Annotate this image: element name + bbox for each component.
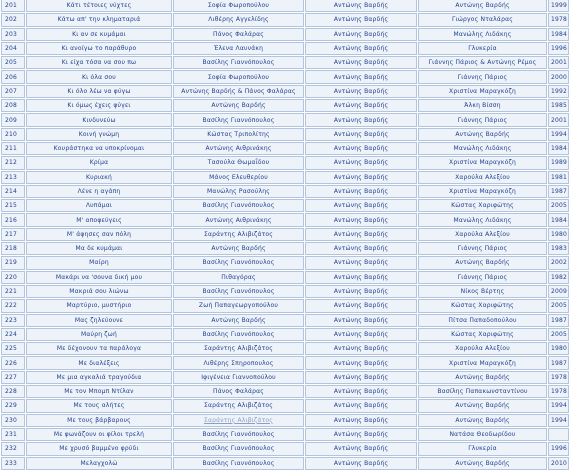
lyricist-link[interactable]: Βασίλης Γιαννόπουλος (173, 442, 304, 455)
year-cell: 2002 (548, 256, 569, 269)
lyricist-link[interactable]: Βασίλης Γιαννόπουλος (173, 113, 304, 126)
song-title-link[interactable]: Κυριακή (26, 171, 172, 184)
lyricist-link[interactable]: Σαράντης Αλιβιζάτος (173, 342, 304, 355)
songs-table-body (1, 0, 569, 470)
composer-link[interactable]: Αντώνης Βαρδής (305, 356, 417, 369)
lyricist-link[interactable]: Αντώνης Βαρδής (173, 242, 304, 255)
composer-link[interactable]: Αντώνης Βαρδής (305, 13, 417, 26)
year-cell (548, 428, 569, 441)
song-number: 222 (1, 299, 25, 312)
year-cell: 2001 (548, 113, 569, 126)
year-cell: 1999 (548, 0, 569, 12)
year-cell: 1987 (548, 356, 569, 369)
singer-link[interactable]: Γλυκερία (418, 42, 547, 55)
table-row (1, 371, 569, 384)
year-cell: 1978 (548, 371, 569, 384)
song-number: 207 (1, 85, 25, 98)
song-title-link[interactable]: Μακριά σου λιώνω (26, 285, 172, 298)
year-cell: 1984 (548, 213, 569, 226)
lyricist-link[interactable]: Μάνος Ελευθερίου (173, 171, 304, 184)
song-title-link[interactable]: Με χρυσό βαμμένο φρύδι (26, 442, 172, 455)
composer-link[interactable]: Αντώνης Βαρδής (305, 242, 417, 255)
lyricist-link[interactable]: Σαράντης Αλιβιζάτος (173, 399, 304, 412)
song-number: 227 (1, 371, 25, 384)
table-row (1, 56, 569, 69)
song-title-link[interactable]: Με δέχονουν τα παράλογα (26, 342, 172, 355)
year-cell: 1987 (548, 185, 569, 198)
song-title-link[interactable]: Μ' άφησες σαν πόλη (26, 228, 172, 241)
composer-link[interactable]: Αντώνης Βαρδής (305, 171, 417, 184)
lyricist-link[interactable]: Βασίλης Γιαννόπουλος (173, 199, 304, 212)
singer-link[interactable]: Χαρούλα Αλεξίου (418, 171, 547, 184)
composer-link[interactable]: Αντώνης Βαρδής (305, 385, 417, 398)
table-row (1, 457, 569, 470)
table-row (1, 13, 569, 26)
composer-link[interactable]: Αντώνης Βαρδής (305, 271, 417, 284)
song-number: 233 (1, 457, 25, 470)
table-row (1, 399, 569, 412)
lyricist-link[interactable]: Βασίλης Γιαννόπουλος (173, 285, 304, 298)
song-number: 210 (1, 128, 25, 141)
song-number: 201 (1, 0, 25, 12)
lyricist-link[interactable]: Σοφία Φωροπούλου (173, 70, 304, 83)
song-title-link[interactable]: Με φωνάζουν οι φίλοι τρελή (26, 428, 172, 441)
song-title-link[interactable]: Με διαλέξεις (26, 356, 172, 369)
lyricist-link[interactable]: Αντώνης Αιθρινάκης (173, 213, 304, 226)
song-title-link[interactable]: Κουράστηκα να υποκρίνομαι (26, 142, 172, 155)
lyricist-link[interactable]: Ιφιγένεια Γιαννοπούλου (173, 371, 304, 384)
lyricist-link[interactable]: Λιθέρης Αγγελίδης (173, 13, 304, 26)
song-number: 223 (1, 314, 25, 327)
singer-link[interactable]: Νατάσα Θεοδωρίδου (418, 428, 547, 441)
singer-link[interactable]: Βασίλης Παπακωνσταντίνου (418, 385, 547, 398)
lyricist-link[interactable]: Αντώνης Αιθρινάκης (173, 142, 304, 155)
year-cell: 1996 (548, 442, 569, 455)
lyricist-link[interactable]: Αντώνης Βαρδής (173, 99, 304, 112)
lyricist-link[interactable]: Βασίλης Γιαννόπουλος (173, 457, 304, 470)
table-row (1, 285, 569, 298)
singer-link[interactable]: Γιάννης Πάριος & Αντώνης Ρέμος (418, 56, 547, 69)
song-number: 232 (1, 442, 25, 455)
song-number: 209 (1, 113, 25, 126)
lyricist-link[interactable]: Ζωή Παπαγεωργοπούλου (173, 299, 304, 312)
composer-link[interactable]: Αντώνης Βαρδής (305, 185, 417, 198)
table-row (1, 271, 569, 284)
table-row (1, 299, 569, 312)
lyricist-link[interactable]: Σοφία Φωροπούλου (173, 0, 304, 12)
year-cell: 1987 (548, 314, 569, 327)
composer-link[interactable]: Αντώνης Βαρδής (305, 328, 417, 341)
composer-link[interactable]: Αντώνης Βαρδής (305, 414, 417, 427)
table-row (1, 171, 569, 184)
song-title-link[interactable]: Μα δε κυμάμαι (26, 242, 172, 255)
song-number: 208 (1, 99, 25, 112)
table-row (1, 442, 569, 455)
song-title-link[interactable]: Με τους αλήτες (26, 399, 172, 412)
song-title-link[interactable]: Με τους βάρβαρους (26, 414, 172, 427)
singer-link[interactable]: Μανώλης Λιδάκης (418, 142, 547, 155)
song-number: 204 (1, 42, 25, 55)
singer-link[interactable]: Μανώλης Λιδάκης (418, 28, 547, 41)
table-row (1, 328, 569, 341)
song-title-link[interactable]: Κι αν σε κυμάμαι (26, 28, 172, 41)
song-title-link[interactable]: Λένε η αγάπη (26, 185, 172, 198)
singer-link[interactable]: Κώστας Χαριφώτης (418, 299, 547, 312)
year-cell: 1992 (548, 85, 569, 98)
year-cell: 1984 (548, 28, 569, 41)
song-title-link[interactable]: Με τον Μπομπ Ντίλαν (26, 385, 172, 398)
singer-link[interactable]: Άλκη Βίσση (418, 99, 547, 112)
singer-link[interactable]: Χριστίνα Μαραγκόζη (418, 156, 547, 169)
composer-link[interactable]: Αντώνης Βαρδής (305, 442, 417, 455)
song-number: 219 (1, 256, 25, 269)
lyricist-link[interactable]: Σαράντης Αλιβιζάτος (173, 228, 304, 241)
lyricist-link[interactable]: Κώστας Τριπολίτης (173, 128, 304, 141)
composer-link[interactable]: Αντώνης Βαρδής (305, 342, 417, 355)
lyricist-link[interactable]: Αντώνης Βαρδής (173, 314, 304, 327)
song-number: 218 (1, 242, 25, 255)
singer-link[interactable]: Αντώνης Βαρδής (418, 414, 547, 427)
song-title-link[interactable]: Μελαγχολώ (26, 457, 172, 470)
year-cell: 1978 (548, 385, 569, 398)
singer-link[interactable]: Γιάννης Πάριος (418, 242, 547, 255)
composer-link[interactable]: Αντώνης Βαρδής (305, 0, 417, 12)
year-cell: 2005 (548, 299, 569, 312)
composer-link[interactable]: Αντώνης Βαρδής (305, 56, 417, 69)
singer-link[interactable]: Αντώνης Βαρδής (418, 128, 547, 141)
composer-link[interactable]: Αντώνης Βαρδής (305, 156, 417, 169)
table-row (1, 128, 569, 141)
singer-link[interactable]: Μανώλης Λιδάκης (418, 213, 547, 226)
year-cell: 1980 (548, 228, 569, 241)
table-row (1, 99, 569, 112)
composer-link[interactable]: Αντώνης Βαρδής (305, 128, 417, 141)
table-row (1, 242, 569, 255)
composer-link[interactable]: Αντώνης Βαρδής (305, 42, 417, 55)
singer-link[interactable]: Κώστας Χαριφώτης (418, 199, 547, 212)
table-row (1, 314, 569, 327)
year-cell: 1989 (548, 156, 569, 169)
composer-link[interactable]: Αντώνης Βαρδής (305, 457, 417, 470)
song-title-link[interactable]: Μας ζηλεύουνε (26, 314, 172, 327)
year-cell: 1981 (548, 171, 569, 184)
table-row (1, 213, 569, 226)
song-title-link[interactable]: Λυπάμαι (26, 199, 172, 212)
lyricist-link[interactable]: Βασίλης Γιαννόπουλος (173, 256, 304, 269)
table-row (1, 42, 569, 55)
year-cell: 2001 (548, 56, 569, 69)
lyricist-link[interactable]: Λιθέρης Σπηροπουλος (173, 356, 304, 369)
song-title-link[interactable]: Κι όμως έχεις φύγει (26, 99, 172, 112)
table-row (1, 356, 569, 369)
table-row (1, 414, 569, 427)
composer-link[interactable]: Αντώνης Βαρδής (305, 99, 417, 112)
singer-link[interactable]: Αντώνης Βαρδής (418, 457, 547, 470)
composer-link[interactable]: Αντώνης Βαρδής (305, 228, 417, 241)
table-row (1, 113, 569, 126)
singer-link[interactable]: Χριστίνα Μαραγκόζη (418, 356, 547, 369)
singer-link[interactable]: Γιάννης Πάριος (418, 113, 547, 126)
singer-link[interactable]: Χαρούλα Αλεξίου (418, 228, 547, 241)
singer-link[interactable]: Γιάννης Πάριος (418, 70, 547, 83)
singer-link[interactable]: Αντώνης Βαρδής (418, 0, 547, 12)
song-number: 221 (1, 285, 25, 298)
singer-link[interactable]: Αντώνης Βαρδής (418, 399, 547, 412)
lyricist-link[interactable]: Πάνος Φαλάρας (173, 28, 304, 41)
table-row (1, 256, 569, 269)
song-number: 216 (1, 213, 25, 226)
song-title-link[interactable]: Κάτω απ' την κληματαριά (26, 13, 172, 26)
song-title-link[interactable]: Κι είχα τόσα να σου πω (26, 56, 172, 69)
composer-link[interactable]: Αντώνης Βαρδής (305, 428, 417, 441)
year-cell: 1983 (548, 242, 569, 255)
song-number: 203 (1, 28, 25, 41)
song-title-link[interactable]: Κοινή γνώμη (26, 128, 172, 141)
song-number: 220 (1, 271, 25, 284)
singer-link[interactable]: Αντώνης Βαρδής (418, 256, 547, 269)
lyricist-link[interactable]: Σαράντης Αλιβιζάτος (173, 414, 304, 427)
year-cell: 2000 (548, 70, 569, 83)
singer-link[interactable]: Χριστίνα Μαραγκόζη (418, 185, 547, 198)
lyricist-link[interactable]: Μανώλης Ρασούλης (173, 185, 304, 198)
year-cell: 2005 (548, 199, 569, 212)
year-cell: 1994 (548, 399, 569, 412)
table-row (1, 0, 569, 12)
song-number: 229 (1, 399, 25, 412)
song-number: 214 (1, 185, 25, 198)
song-title-link[interactable]: Μαίρη (26, 256, 172, 269)
table-row (1, 428, 569, 441)
composer-link[interactable]: Αντώνης Βαρδής (305, 285, 417, 298)
singer-link[interactable]: Χαρούλα Αλεξίου (418, 342, 547, 355)
singer-link[interactable]: Αντώνης Βαρδής (418, 371, 547, 384)
year-cell: 1982 (548, 271, 569, 284)
year-cell: 1978 (548, 13, 569, 26)
song-title-link[interactable]: Μακάρι να 'σουνα δική μου (26, 271, 172, 284)
table-row (1, 185, 569, 198)
composer-link[interactable]: Αντώνης Βαρδής (305, 399, 417, 412)
composer-link[interactable]: Αντώνης Βαρδής (305, 299, 417, 312)
year-cell: 1984 (548, 142, 569, 155)
table-row (1, 199, 569, 212)
song-title-link[interactable]: Μαύρη ζωή (26, 328, 172, 341)
composer-link[interactable]: Αντώνης Βαρδής (305, 213, 417, 226)
singer-link[interactable]: Χριστίνα Μαραγκόζη (418, 85, 547, 98)
song-number: 226 (1, 356, 25, 369)
song-number: 202 (1, 13, 25, 26)
song-number: 228 (1, 385, 25, 398)
singer-link[interactable]: Γιάννης Πάριος (418, 271, 547, 284)
table-row (1, 85, 569, 98)
composer-link[interactable]: Αντώνης Βαρδής (305, 256, 417, 269)
table-row (1, 156, 569, 169)
composer-link[interactable]: Αντώνης Βαρδής (305, 28, 417, 41)
song-number: 224 (1, 328, 25, 341)
lyricist-link[interactable]: Τασούλα Θωμαΐδου (173, 156, 304, 169)
year-cell: 2010 (548, 457, 569, 470)
composer-link[interactable]: Αντώνης Βαρδής (305, 85, 417, 98)
singer-link[interactable]: Γλυκερία (418, 442, 547, 455)
song-number: 206 (1, 70, 25, 83)
lyricist-link[interactable]: Πιθαγόρας (173, 271, 304, 284)
song-title-link[interactable]: Κι όλο λέω να φύγω (26, 85, 172, 98)
year-cell: 1994 (548, 128, 569, 141)
song-number: 205 (1, 56, 25, 69)
song-number: 213 (1, 171, 25, 184)
composer-link[interactable]: Αντώνης Βαρδής (305, 199, 417, 212)
song-number: 230 (1, 414, 25, 427)
song-title-link[interactable]: Κρίμα (26, 156, 172, 169)
lyricist-link[interactable]: Βασίλης Γιαννόπουλος (173, 428, 304, 441)
song-title-link[interactable]: Μ' αποφεύγεις (26, 213, 172, 226)
singer-link[interactable]: Νίκος Βέρτης (418, 285, 547, 298)
table-row (1, 28, 569, 41)
year-cell: 1996 (548, 42, 569, 55)
composer-link[interactable]: Αντώνης Βαρδής (305, 113, 417, 126)
song-title-link[interactable]: Μαρτύριο, μυστήριο (26, 299, 172, 312)
lyricist-link[interactable]: Πάνος Φαλάρας (173, 385, 304, 398)
table-row (1, 142, 569, 155)
song-title-link[interactable]: Κάτι τέτοιες νύχτες (26, 0, 172, 12)
song-title-link[interactable]: Με μια αγκαλιά τραγούδια (26, 371, 172, 384)
year-cell: 1980 (548, 342, 569, 355)
lyricist-link[interactable]: Βασίλης Γιαννόπουλος (173, 328, 304, 341)
year-cell: 1985 (548, 99, 569, 112)
year-cell: 1994 (548, 414, 569, 427)
composer-link[interactable]: Αντώνης Βαρδής (305, 314, 417, 327)
song-title-link[interactable]: Κινδυνεύω (26, 113, 172, 126)
year-cell: 2009 (548, 285, 569, 298)
composer-link[interactable]: Αντώνης Βαρδής (305, 142, 417, 155)
composer-link[interactable]: Αντώνης Βαρδής (305, 70, 417, 83)
song-number: 231 (1, 428, 25, 441)
lyricist-link[interactable]: Βασίλης Γιαννόπουλος (173, 56, 304, 69)
song-number: 215 (1, 199, 25, 212)
table-row (1, 342, 569, 355)
table-row (1, 228, 569, 241)
song-number: 217 (1, 228, 25, 241)
singer-link[interactable]: Πίτσα Παπαδοπούλου (418, 314, 547, 327)
song-number: 211 (1, 142, 25, 155)
lyricist-link[interactable]: Αντώνης Βαρδής & Πάνος Φαλάρας (173, 85, 304, 98)
table-row (1, 70, 569, 83)
lyricist-link[interactable]: Έλενα Λαυνάκη (173, 42, 304, 55)
song-number: 225 (1, 342, 25, 355)
song-number: 212 (1, 156, 25, 169)
singer-link[interactable]: Γιώργος Νταλάρας (418, 13, 547, 26)
composer-link[interactable]: Αντώνης Βαρδής (305, 371, 417, 384)
table-row (1, 385, 569, 398)
year-cell: 2005 (548, 328, 569, 341)
song-title-link[interactable]: Κι ανοίγω το παράθυρο (26, 42, 172, 55)
singer-link[interactable]: Κώστας Χαριφώτης (418, 328, 547, 341)
song-title-link[interactable]: Κι όλα σου (26, 70, 172, 83)
